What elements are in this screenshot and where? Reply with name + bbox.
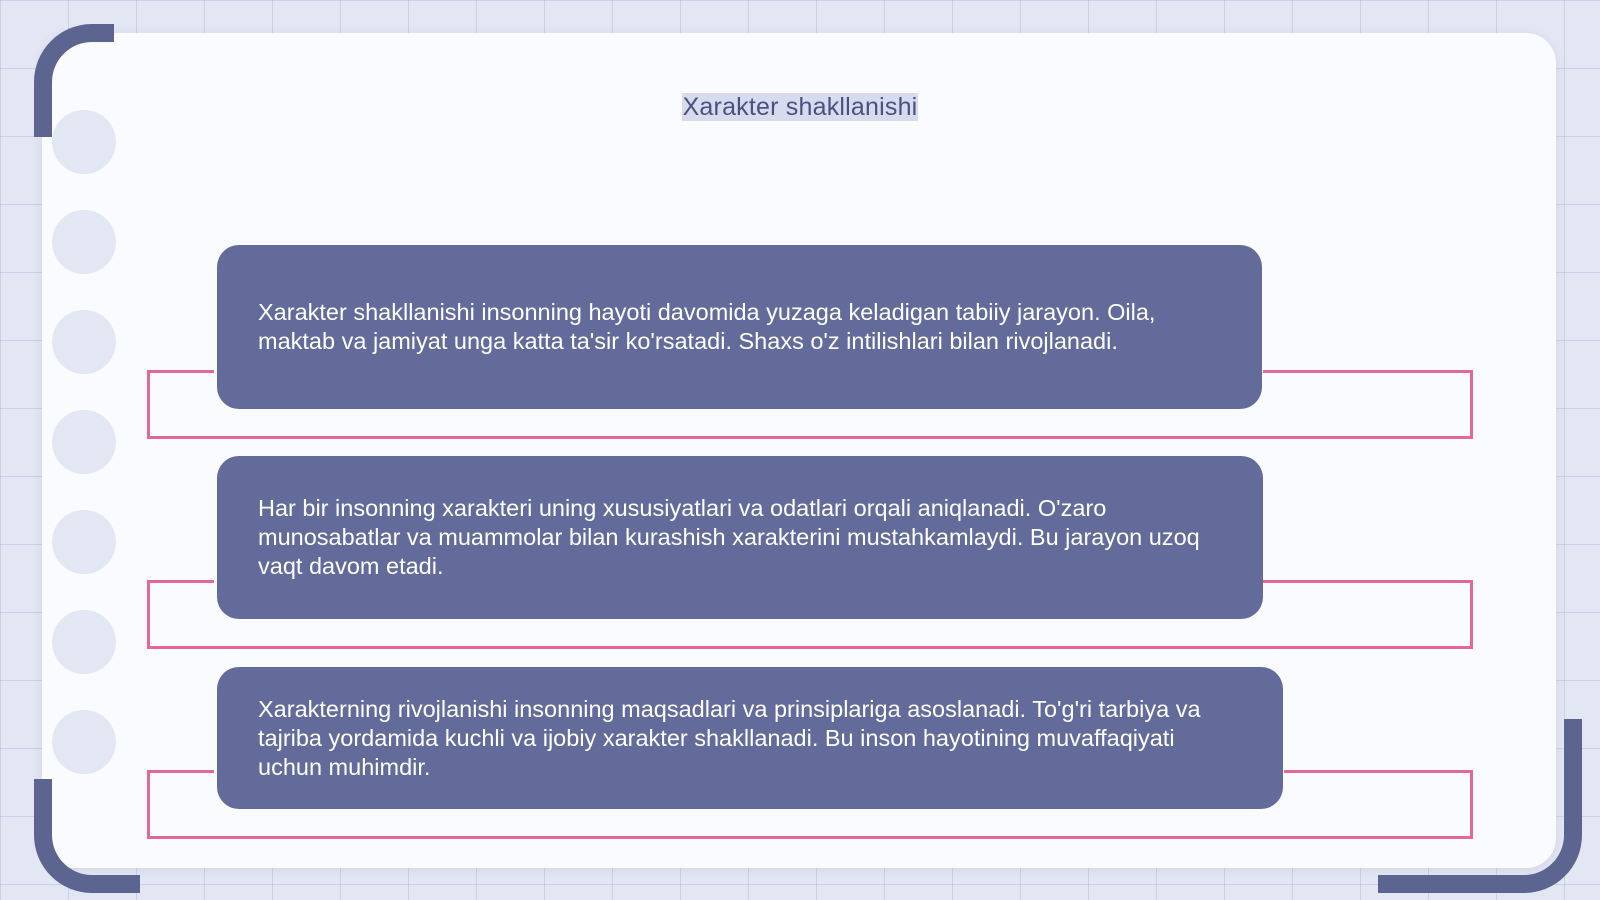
paper-hole: [52, 210, 116, 274]
paper-hole: [52, 510, 116, 574]
corner-bracket-bottom-left: [34, 779, 140, 893]
text-card-1: [217, 245, 1262, 409]
slide-title-text: Xarakter shakllanishi: [682, 93, 918, 121]
text-card-3: [217, 667, 1283, 809]
slide-title: [0, 93, 1600, 122]
paper-hole: [52, 410, 116, 474]
text-card-2-body: Har bir insonning xarakteri uning xususiyatlari va odatlari orqali aniqlanadi. O'zaro munosabatlar va muammolar bilan kurashish xarakterini mustahkamlaydi. Bu jarayon uzoq vaqt davom etadi.: [258, 495, 1200, 579]
text-card-1-body: Xarakter shakllanishi insonning hayoti davomida yuzaga keladigan tabiiy jarayon. Oila, maktab va jamiyat unga katta ta'sir ko'rsatadi. Shaxs o'z intilishlari bilan rivojlanadi.: [258, 299, 1156, 354]
text-card-3-body: Xarakterning rivojlanishi insonning maqsadlari va prinsiplariga asoslanadi. To'g'ri tarbiya va tajriba yordamida kuchli va ijobiy xarakter shakllanadi. Bu inson hayotining muvaffaqiyati uchun muhimdir.: [258, 695, 1201, 780]
paper-hole: [52, 310, 116, 374]
paper-hole: [52, 710, 116, 774]
paper-hole: [52, 610, 116, 674]
text-card-2: [217, 456, 1263, 619]
